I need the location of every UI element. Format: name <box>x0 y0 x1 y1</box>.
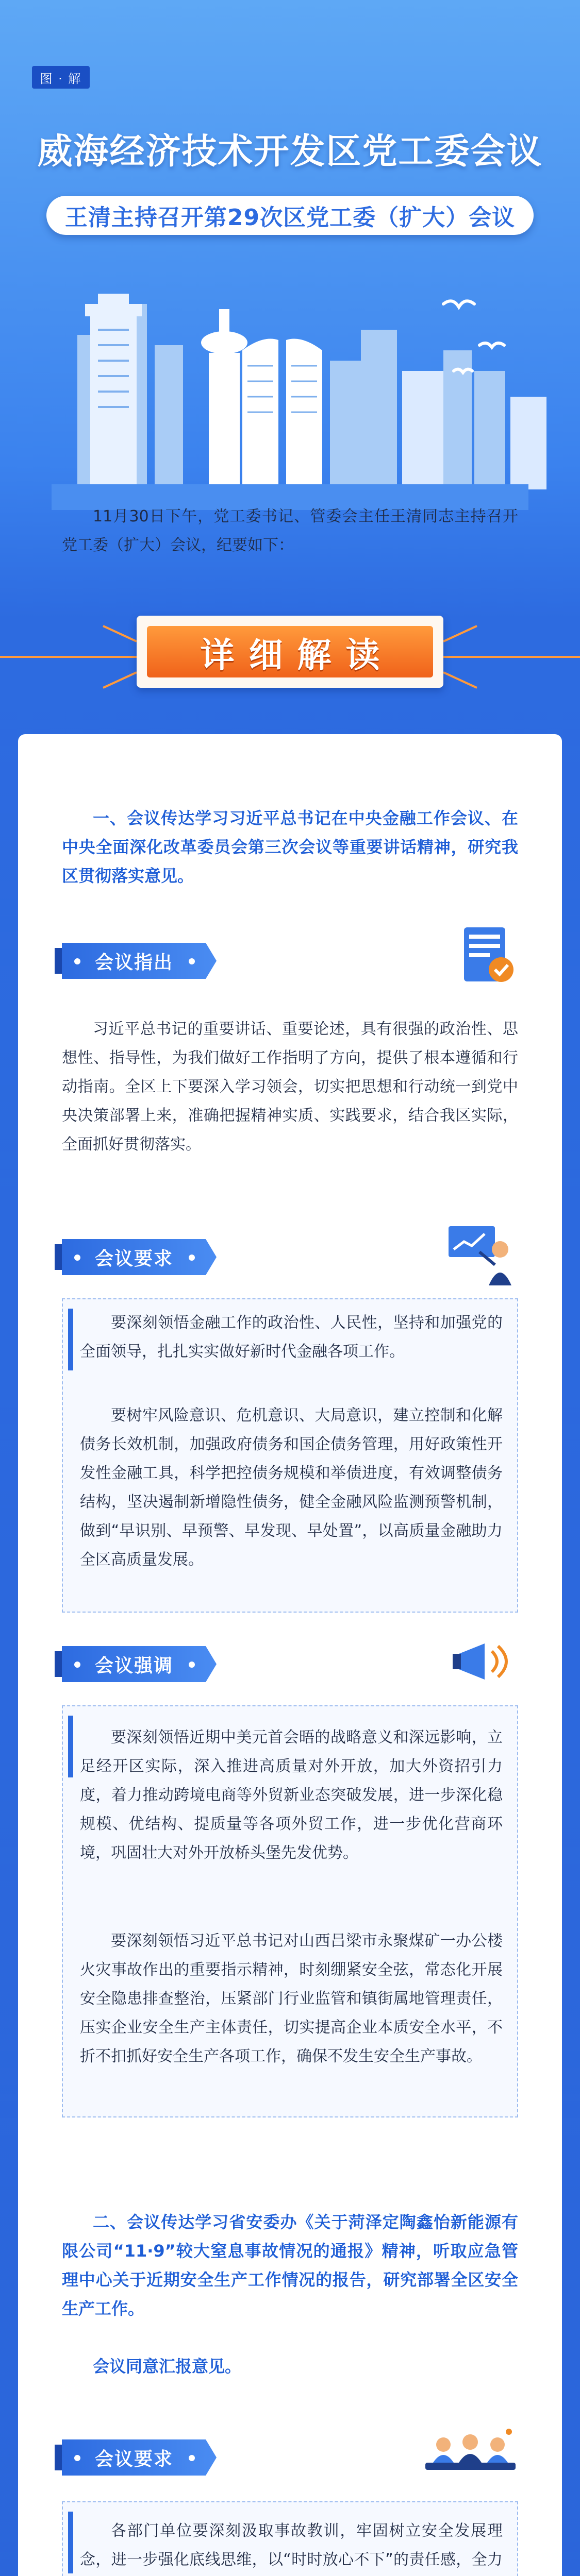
detail-heading: 详细解读 <box>200 635 394 675</box>
ribbon-label: 会议要求 <box>94 2448 173 2470</box>
ribbon-tab <box>55 1651 62 1677</box>
section2-lead: 二、会议传达学习省安委办《关于菏泽定陶鑫怡新能源有限公司“11·9”较大窒息事故情况的通报》精神，听取应急管理中心关于近期安全生产工作情况的报告，研究部署全区安全生产工作。 <box>62 2212 518 2318</box>
intro-paragraph: 11月30日下午，党工委书记、管委会主任王清同志主持召开党工委（扩大）会议，纪要如下： <box>62 507 518 554</box>
section1-require-1: 要深刻领悟金融工作的政治性、人民性，坚持和加强党的全面领导，扎扎实实做好新时代金融各项工作。 <box>80 1314 503 1361</box>
category-tag: 图 · 解 <box>32 66 90 89</box>
subtitle-text: 王清主持召开第29次区党工委（扩大）会议 <box>64 205 516 231</box>
city-skyline-illustration <box>0 242 580 510</box>
megaphone-icon <box>449 1628 521 1695</box>
presenter-icon <box>443 1221 521 1288</box>
page-title: 威海经济技术开发区党工委会议 <box>37 131 543 172</box>
ribbon-meeting-stress <box>62 1646 217 1682</box>
document-check-icon <box>454 922 521 989</box>
section1-stress-1: 要深刻领悟近期中美元首会晤的战略意义和深远影响，立足经开区实际，深入推进高质量对外开放，加大外资招引力度，着力推动跨境电商等外贸新业态突破发展，进一步深化稳规模、优结构、提质量等各项外贸工作，进一步优化营商环境，巩固壮大对外开放桥头堡先发优势。 <box>80 1728 503 1862</box>
section2-require-1: 各部门单位要深刻汲取事故教训，牢固树立安全发展理念，进一步强化底线思维，以“时时放心不下”的责任感，全力 <box>80 2522 503 2569</box>
ribbon-meeting-pointed <box>62 943 217 979</box>
round-tower <box>201 309 247 489</box>
section1-lead: 一、会议传达学习习近平总书记在中央金融工作会议、在中央全面深化改革委员会第三次会议等重要讲话精神，研究我区贯彻落实意见。 <box>62 808 518 886</box>
section1-require-2: 要树牢风险意识、危机意识、大局意识，建立控制和化解债务长效机制，加强政府债务和国企债务管理，用好政策性开发性金融工具，科学把控债务规模和举债进度，有效调整债务结构，坚决遏制新增隐性债务，健全金融风险监测预警机制，做到“早识别、早预警、早发现、早处置”，以高质量金融助力全区高质量发展。 <box>80 1406 503 1569</box>
accent-bar <box>68 2512 73 2573</box>
accent-bar <box>68 1309 73 1370</box>
section1-pointed-text: 习近平总书记的重要讲话、重要论述，具有很强的政治性、思想性、指导性，为我们做好工作指明了方向，提供了根本遵循和行动指南。全区上下要深入学习领会，切实把思想和行动统一到党中央决策部署上来，准确把握精神实质、实践要求，结合我区实际，全面抓好贯彻落实。 <box>62 1020 518 1154</box>
meeting-group-icon <box>420 2421 521 2488</box>
twin-towers <box>242 339 322 490</box>
ribbon-meeting-require <box>62 1239 217 1275</box>
section1-stress-2: 要深刻领悟习近平总书记对山西吕梁市永聚煤矿一办公楼火灾事故作出的重要指示精神，时刻绷紧安全弦，常态化开展安全隐患排查整治，压紧部门行业监管和镇街属地管理责任，压实企业安全生产主体责任，切实提高企业本质安全水平，不折不扣抓好安全生产各项工作，确保不发生安全生产事故。 <box>80 1932 503 2065</box>
accent-bar <box>68 1716 73 1777</box>
ribbon-label: 会议强调 <box>94 1655 173 1676</box>
detail-heading-box <box>147 626 433 677</box>
ribbon-label: 会议指出 <box>94 952 173 973</box>
ribbon-tab <box>55 2445 62 2470</box>
ribbon-tab <box>55 948 62 974</box>
subtitle-pill <box>46 196 534 235</box>
ribbon-tab <box>55 1244 62 1270</box>
section2-lead-tail: 会议同意汇报意见。 <box>93 2357 242 2376</box>
ribbon-meeting-require-2 <box>62 2439 217 2476</box>
ribbon-label: 会议要求 <box>94 1248 173 1269</box>
